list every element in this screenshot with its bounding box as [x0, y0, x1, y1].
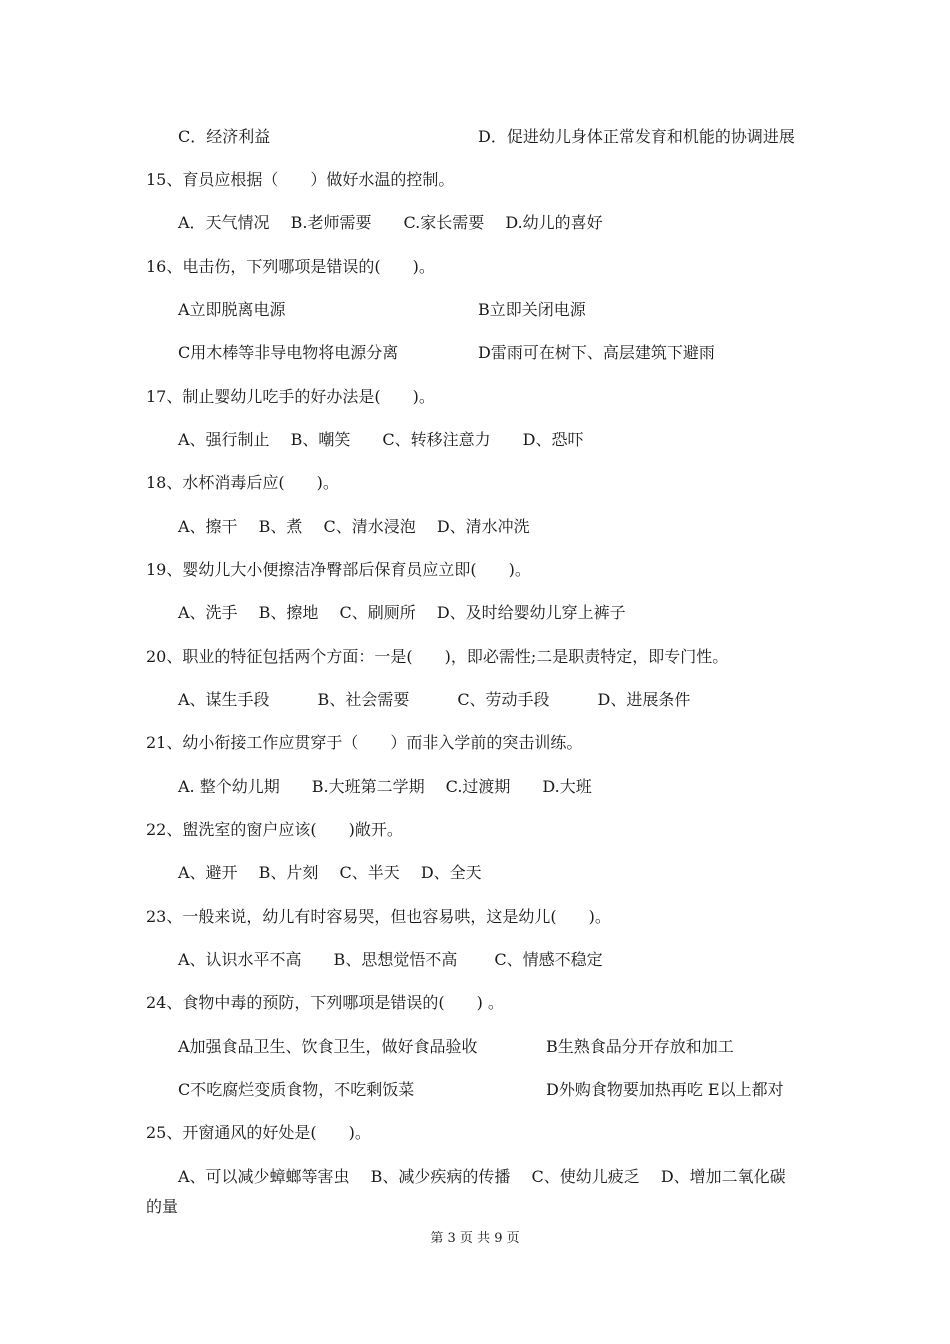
question-22: 22、盥洗室的窗户应该( )敞开。	[146, 820, 403, 839]
question-17: 17、制止婴幼儿吃手的好办法是( )。	[146, 387, 435, 406]
options-18: A、擦干 B、煮 C、清水浸泡 D、清水冲洗	[178, 517, 530, 536]
question-25: 25、开窗通风的好处是( )。	[146, 1123, 371, 1142]
option-24de: D外购食物要加热再吃 E以上都对	[546, 1080, 784, 1099]
options-25-continued: 的量	[146, 1197, 179, 1216]
option-24c: C不吃腐烂变质食物，不吃剩饭菜	[178, 1080, 415, 1099]
question-16: 16、电击伤，下列哪项是错误的( )。	[146, 257, 435, 276]
options-17: A、强行制止 B、嘲笑 C、转移注意力 D、恐吓	[178, 430, 584, 449]
options-23: A、认识水平不高 B、思想觉悟不高 C、情感不稳定	[178, 950, 603, 969]
options-19: A、洗手 B、擦地 C、刷厕所 D、及时给婴幼儿穿上裤子	[178, 603, 626, 622]
question-23: 23、一般来说，幼儿有时容易哭，但也容易哄，这是幼儿( )。	[146, 907, 611, 926]
option-24b: B生熟食品分开存放和加工	[546, 1037, 734, 1056]
question-15: 15、育员应根据（ ）做好水温的控制。	[146, 170, 455, 189]
option-16b: B立即关闭电源	[478, 300, 586, 319]
option-16c: C用木棒等非导电物将电源分离	[178, 343, 399, 362]
option-14c: C．经济利益	[178, 127, 271, 146]
options-25: A、可以减少蟑螂等害虫 B、减少疾病的传播 C、使幼儿疲乏 D、增加二氧化碳	[178, 1167, 786, 1186]
question-24: 24、食物中毒的预防，下列哪项是错误的( ) 。	[146, 993, 504, 1012]
question-18: 18、水杯消毒后应( )。	[146, 473, 339, 492]
question-19: 19、婴幼儿大小便擦洁净臀部后保育员应立即( )。	[146, 560, 531, 579]
options-15: A．天气情况 B.老师需要 C.家长需要 D.幼儿的喜好	[178, 213, 603, 232]
options-21: A. 整个幼儿期 B.大班第二学期 C.过渡期 D.大班	[178, 777, 592, 796]
question-20: 20、职业的特征包括两个方面：一是( )，即必需性;二是职责特定，即专门性。	[146, 647, 729, 666]
option-16a: A立即脱离电源	[178, 300, 286, 319]
options-22: A、避开 B、片刻 C、半天 D、全天	[178, 863, 482, 882]
page-number-footer: 第 3 页 共 9 页	[430, 1231, 520, 1246]
option-16d: D雷雨可在树下、高层建筑下避雨	[478, 343, 715, 362]
option-14d: D．促进幼儿身体正常发育和机能的协调进展	[478, 127, 795, 146]
option-24a: A加强食品卫生、饮食卫生，做好食品验收	[178, 1037, 478, 1056]
question-21: 21、幼小衔接工作应贯穿于（ ）而非入学前的突击训练。	[146, 733, 583, 752]
options-20: A、谋生手段 B、社会需要 C、劳动手段 D、进展条件	[178, 690, 691, 709]
